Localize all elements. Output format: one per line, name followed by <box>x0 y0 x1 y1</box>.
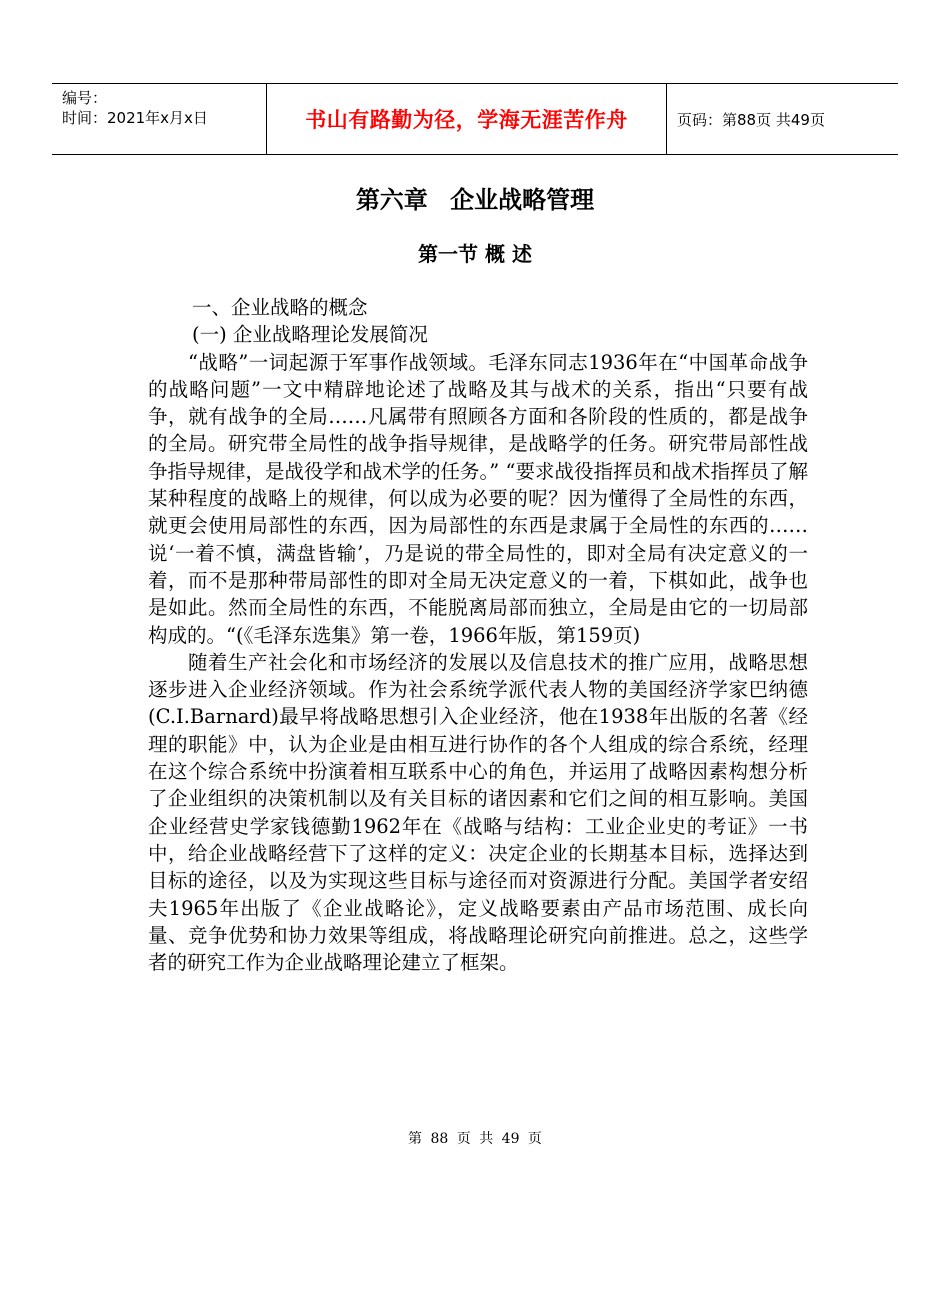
heading-level-1: 一、企业战略的概念 <box>192 296 368 319</box>
header-page-cell <box>667 84 898 154</box>
document-body <box>148 294 808 976</box>
motto-text: 书山有路勤为径，学海无涯苦作舟 <box>305 108 628 132</box>
heading-level-2: (一) 企业战略理论发展简况 <box>192 323 428 347</box>
chapter-title: 第六章 企业战略管理 <box>355 186 595 214</box>
number-label: 编号： <box>62 89 108 107</box>
paragraph: 随着生产社会化和市场经济的发展以及信息技术的推广应用，战略思想逐步进入企业经济领域。作为社会系统学派代表人物的美国经济学家巴纳德(C.I.Barnard)最早将战略思想引入企业经济，他在1938年出版的名著《经理的职能》中，认为企业是由相互进行协作的各个人组成的综合系统，经理在这个综合系统中扮演着相互联系中心的角色，并运用了战略因素构想分析了企业组织的决策机制以及有关目标的诸因素和它们之间的相互影响。美国企业经营史学家钱德勤1962年在《战略与结构：工业企业史的考证》一书中，给企业战略经营下了这样的定义：决定企业的长期基本目标，选择达到目标的途径，以及为实现这些目标与途径而对资源进行分配。美国学者安绍夫1965年出版了《企业战略论》，定义战略要素由产品市场范围、成长向量、竞争优势和协力效果等组成，将战略理论研究向前推进。总之，这些学者的研究工作为企业战略理论建立了框架。 <box>148 650 808 975</box>
paragraph: “战略”一词起源于军事作战领域。毛泽东同志1936年在“中国革命战争的战略问题”一文中精辟地论述了战略及其与战术的关系，指出“只要有战争，就有战争的全局……凡属带有照顾各方面和各阶段的性质的，都是战争的全局。研究带全局性的战争指导规律，是战略学的任务。研究带局部性战争指导规律，是战役学和战术学的任务。” “要求战役指挥员和战术指挥员了解某种程度的战略上的规律，何以成为必要的呢？因为懂得了全局性的东西，就更会使用局部性的东西，因为局部性的东西是隶属于全局性的东西的……说‘一着不慎，满盘皆输’，乃是说的带全局性的，即对全局有决定意义的一着，而不是那种带局部性的即对全局无决定意义的一着，下棋如此，战争也是如此。然而全局性的东西，不能脱离局部而独立，全局是由它的一切局部构成的。“(《毛泽东选集》第一卷，1966年版，第159页) <box>148 350 808 647</box>
header-table <box>52 83 898 155</box>
header-motto-cell <box>267 84 667 154</box>
section-title: 第一节 概 述 <box>418 242 532 266</box>
page-label: 页码：第88页 共49页 <box>677 110 825 129</box>
page-footer: 第 88 页 共 49 页 <box>408 1131 542 1147</box>
header-info-cell <box>52 84 267 154</box>
time-label: 时间：2021年x月x日 <box>62 109 208 127</box>
